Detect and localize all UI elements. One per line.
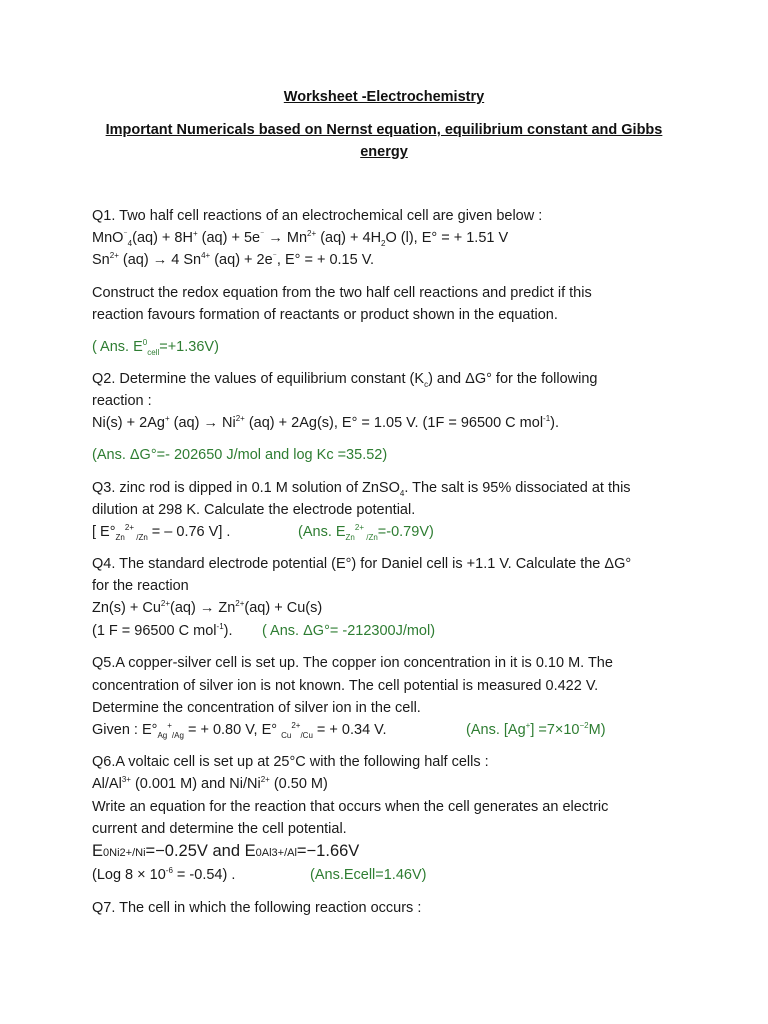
q2-line-1: Q2. Determine the values of equilibrium constant $(K_c)$ and ΔG° for the following xyxy=(92,371,598,389)
q3-answer: (Ans. $E_{Zn}^{2+}$ $_{/Zn}$=-0.79V) xyxy=(298,523,434,542)
q2-line-2: reaction : xyxy=(92,393,152,409)
q3-line-3: [ $E^\circ_{Zn}^{2+}$ $_{/Zn}$ = – 0.76 V] . xyxy=(92,523,231,542)
q2-answer: (Ans. ΔG°=- 202650 J/mol and log Kc =35.52) xyxy=(92,447,388,463)
q4-line-2: for the reaction xyxy=(92,578,189,594)
q6-line-1: Q6.A voltaic cell is set up at 25°C with the following half cells : xyxy=(92,754,489,770)
q2-reaction: Ni(s) + 2Ag+ $(aq) \to Ni^{2+}$ (aq) + 2Ag(s), E° = 1.05 V. (1F = 96500 C mol$^{-1}$). xyxy=(92,414,560,431)
q1-answer: ( Ans. $E^0_{cell}=+1.36V$) xyxy=(92,338,219,357)
q6-line-4: current and determine the cell potential. xyxy=(92,821,347,837)
q4-answer: ( Ans. ΔG°= -212300J/mol) xyxy=(262,623,436,639)
q1-paragraph-2: reaction favours formation of reactants or product shown in the equation. xyxy=(92,307,558,323)
subtitle-line-2: energy xyxy=(360,144,408,160)
q5-line-1: Q5.A copper-silver cell is set up. The copper ion concentration in it is 0.10 M. The xyxy=(92,655,613,671)
q7-line-1: Q7. The cell in which the following reaction occurs : xyxy=(92,900,422,916)
q5-line-2: concentration of silver ion is not known. The cell potential is measured 0.422 V. xyxy=(92,678,599,694)
q1-intro: Q1. Two half cell reactions of an electrochemical cell are given below : xyxy=(92,208,543,224)
q5-answer: (Ans. $[Ag^+] =7\times 10^{-2}M$) xyxy=(466,721,606,738)
q3-line-1: Q3. zinc rod is dipped in 0.1 M solution of ZnSO$_4$. The salt is 95% dissociated at this xyxy=(92,480,631,498)
subtitle-line-1: Important Numericals based on Nernst equation, equilibrium constant and Gibbs xyxy=(105,122,663,138)
q6-log-hint: (Log $8 \times 10^{-6} = -0.54$) . xyxy=(92,866,236,883)
q5-line-3: Determine the concentration of silver ion in the cell. xyxy=(92,700,421,716)
q6-standard-potentials: E0Ni2+/Ni=−0.25V and E0Al3+/Al=−1.66V xyxy=(92,842,360,860)
q6-line-3: Write an equation for the reaction that occurs when the cell generates an electric xyxy=(92,799,609,815)
worksheet-title: Worksheet -Electrochemistry xyxy=(283,89,485,105)
q6-answer: (Ans.Ecell=1.46V) xyxy=(310,867,427,883)
q5-given: Given : $E^\circ_{Ag}^+_{/Ag}$ = + 0.80 V, E° $_{Cu}^{2+}_{/Cu}$ = + 0.34 V. xyxy=(92,721,387,740)
q1-reaction-2: $Sn^{2+}$ (aq) → 4 $Sn^{4+}$ (aq) + 2e⁻, E° = + 0.15 V. xyxy=(92,251,375,268)
q4-line-4: (1 F = 96500 C mol$^{-1}$). xyxy=(92,622,233,639)
q1-reaction-1: MnO⁻$_4$(aq) + 8H+ $(aq) + 5e^{^-} \to Mn^{2+}$ $(aq) + 4H_2O$ (l), E° = + 1.51 V xyxy=(92,229,509,248)
q4-reaction: $Zn(s) + Cu^{2+}(aq) \to Zn^{2+}(aq) + Cu(s)$ xyxy=(92,599,323,616)
q1-paragraph-1: Construct the redox equation from the two half cell reactions and predict if this xyxy=(92,285,592,301)
q6-line-2: $Al/Al^{3+}$ (0.001 M) and $Ni/Ni^{2+}$ (0.50 M) xyxy=(92,775,328,792)
q4-line-1: Q4. The standard electrode potential (E°) for Daniel cell is +1.1 V. Calculate the ΔG° xyxy=(92,556,632,572)
q3-line-2: dilution at 298 K. Calculate the electrode potential. xyxy=(92,502,416,518)
